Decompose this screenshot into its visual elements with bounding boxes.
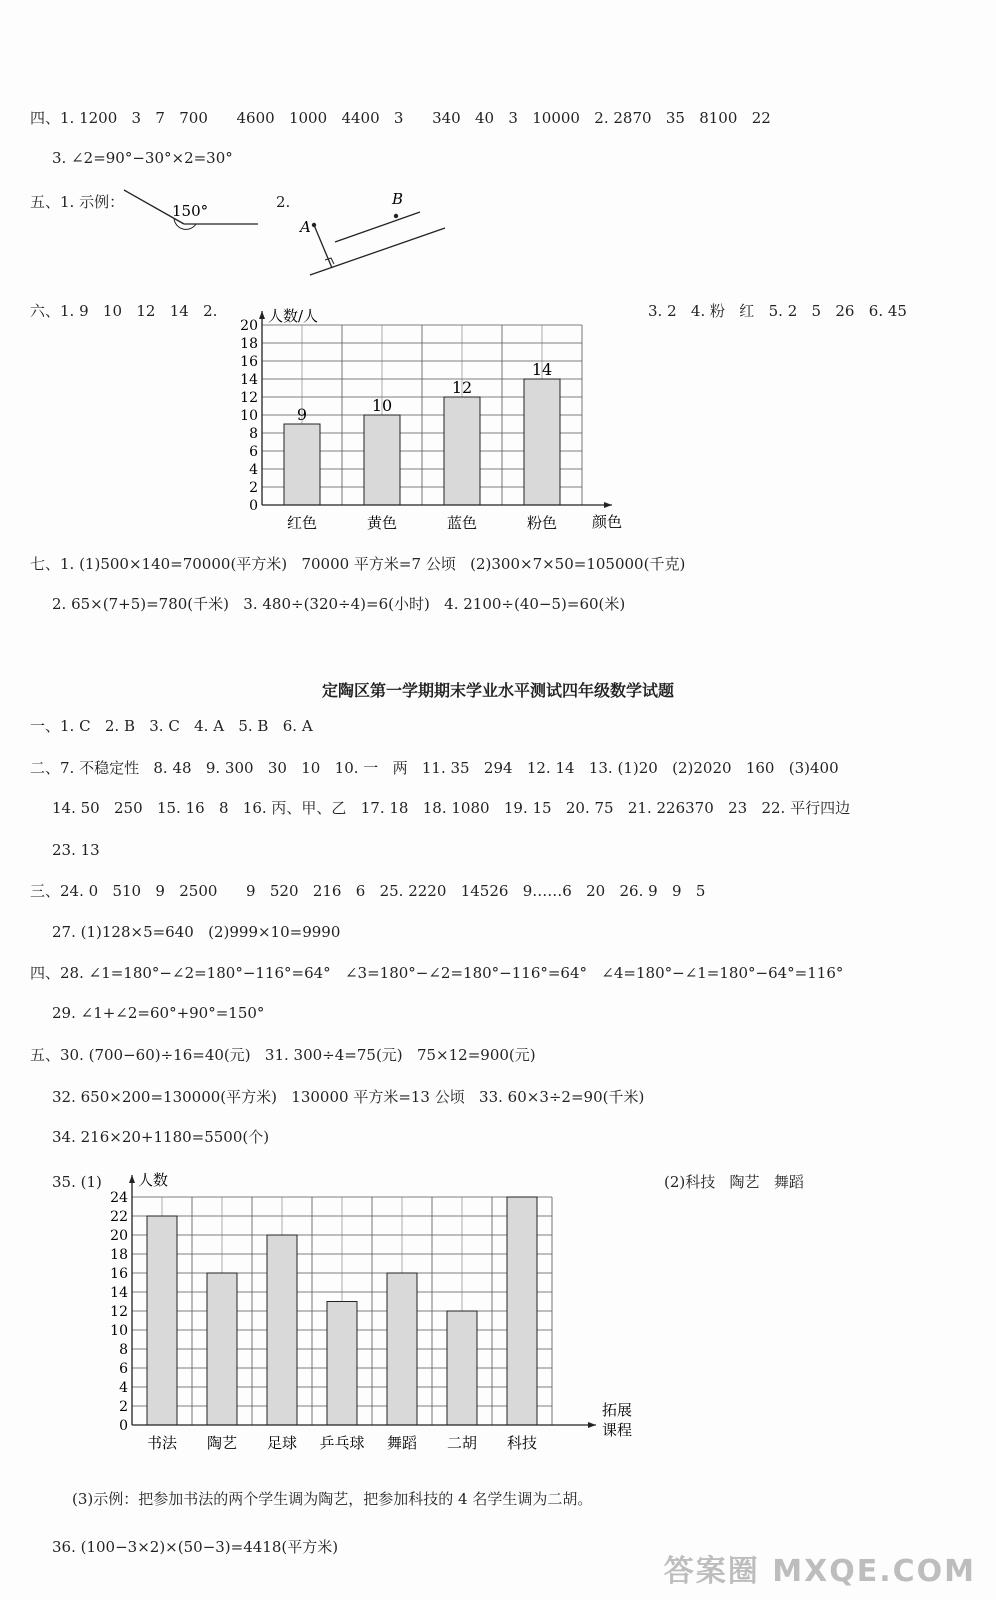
y-tick-label: 20 [110, 1228, 128, 1244]
x-axis-label-part1: 拓展 [602, 1401, 633, 1419]
y-tick-label: 24 [110, 1190, 128, 1206]
q-line-5: 三、24. 0 510 9 2500 9 520 216 6 25. 2220 14526 9……6 20 26. 9 9 5 [30, 882, 706, 900]
q-line-8: 29. ∠1+∠2=60°+90°=150° [52, 1004, 265, 1022]
s4-line2: 3. ∠2=90°−30°×2=30° [52, 149, 233, 167]
bar [207, 1273, 237, 1425]
point-b-label: B [392, 190, 404, 208]
category-label: 陶艺 [206, 1434, 238, 1452]
bar [387, 1273, 417, 1425]
q-line-7: 四、28. ∠1=180°−∠2=180°−116°=64° ∠3=180°−∠2=180°−116°=64° ∠4=180°−∠1=180°−64°=116° [30, 964, 844, 982]
s6-right: 3. 2 4. 粉 红 5. 2 5 26 6. 45 [648, 302, 907, 320]
q-line-4: 23. 13 [52, 841, 100, 859]
watermark: 答案圈 MXQE.COM [663, 1554, 976, 1589]
y-tick-label: 6 [119, 1361, 128, 1377]
y-tick-label: 4 [119, 1380, 128, 1396]
q-line-9: 五、30. (700−60)÷16=40(元) 31. 300÷4=75(元) 75×12=900(元) [30, 1046, 536, 1064]
category-label: 足球 [266, 1434, 298, 1452]
x-axis-label-part2: 课程 [602, 1421, 633, 1439]
y-tick-label: 0 [119, 1418, 128, 1434]
y-tick-label: 12 [240, 390, 258, 406]
y-tick-label: 20 [240, 318, 258, 334]
q-line-3: 14. 50 250 15. 16 8 16. 丙、甲、乙 17. 18 18. 1080 19. 15 20. 75 21. 226370 23 22. 平行四边 [52, 799, 851, 817]
bar [444, 397, 480, 505]
q-line-14: (3)示例：把参加书法的两个学生调为陶艺，把参加科技的 4 名学生调为二胡。 [72, 1490, 593, 1508]
y-tick-label: 4 [249, 462, 258, 478]
perpendicular-figure [290, 180, 450, 280]
bar [327, 1302, 357, 1426]
y-axis-arrow [259, 311, 265, 319]
angle-150-figure [118, 180, 268, 240]
angle-label: 150° [172, 202, 209, 220]
s5-label: 五、1. 示例： [30, 193, 125, 211]
y-tick-label: 2 [119, 1399, 128, 1415]
y-tick-label: 8 [249, 426, 258, 442]
q-line-6: 27. (1)128×5=640 (2)999×10=9990 [52, 923, 341, 941]
s7-line1: 七、1. (1)500×140=70000(平方米) 70000 平方米=7 公顷 (2)300×7×50=105000(千克) [30, 555, 686, 573]
y-tick-label: 12 [110, 1304, 128, 1320]
bar-value-label: 9 [296, 405, 308, 424]
category-label: 黄色 [366, 514, 398, 532]
bar [447, 1311, 477, 1425]
bar [267, 1235, 297, 1425]
s4-line1: 四、1. 1200 3 7 700 4600 1000 4400 3 340 40 3 10000 2. 2870 35 8100 22 [30, 109, 771, 127]
y-tick-label: 6 [249, 444, 258, 460]
chart-colors [230, 295, 640, 535]
s5-q2: 2. [276, 193, 291, 211]
bar [284, 424, 320, 505]
s7-line2: 2. 65×(7+5)=780(千米) 3. 480÷(320÷4)=6(小时) 4. 2100÷(40−5)=60(米) [52, 595, 626, 613]
q-line-13: (2)科技 陶艺 舞蹈 [664, 1173, 804, 1191]
category-label: 乒乓球 [319, 1434, 365, 1452]
x-axis-arrow [604, 502, 612, 508]
bar [364, 415, 400, 505]
y-axis-arrow [129, 1175, 135, 1183]
y-axis-label: 人数 [138, 1171, 169, 1189]
y-tick-label: 14 [110, 1285, 128, 1301]
y-tick-label: 10 [240, 408, 258, 424]
category-label: 蓝色 [446, 514, 478, 532]
q-line-11: 34. 216×20+1180=5500(个) [52, 1128, 270, 1146]
y-tick-label: 14 [240, 372, 258, 388]
bar-value-label: 14 [531, 360, 553, 379]
y-tick-label: 16 [240, 354, 258, 370]
x-axis-arrow [588, 1422, 596, 1428]
y-tick-label: 8 [119, 1342, 128, 1358]
q-line-12: 35. (1) [52, 1173, 102, 1191]
bar-value-label: 12 [451, 378, 473, 397]
y-tick-label: 18 [240, 336, 258, 352]
chart-courses [100, 1165, 660, 1455]
bar [147, 1216, 177, 1425]
bar [524, 379, 560, 505]
category-label: 粉色 [526, 514, 558, 532]
x-axis-label: 颜色 [591, 513, 622, 531]
category-label: 红色 [286, 514, 318, 532]
y-tick-label: 16 [110, 1266, 128, 1282]
y-tick-label: 2 [249, 480, 258, 496]
s6-left: 六、1. 9 10 12 14 2. [30, 302, 218, 320]
y-tick-label: 10 [110, 1323, 128, 1339]
category-label: 二胡 [446, 1434, 478, 1452]
bar [507, 1197, 537, 1425]
category-label: 舞蹈 [386, 1434, 418, 1452]
q-line-10: 32. 650×200=130000(平方米) 130000 平方米=13 公顷 33. 60×3÷2=90(千米) [52, 1088, 645, 1106]
category-label: 书法 [146, 1434, 178, 1452]
y-tick-label: 0 [249, 498, 258, 514]
y-tick-label: 18 [110, 1247, 128, 1263]
y-tick-label: 22 [110, 1209, 128, 1225]
point-a-label: A [300, 218, 311, 236]
bar-value-label: 10 [371, 396, 393, 415]
y-axis-label: 人数/人 [268, 307, 319, 325]
q-line-2: 二、7. 不稳定性 8. 48 9. 300 30 10 10. 一 两 11. 35 294 12. 14 13. (1)20 (2)2020 160 (3)400 [30, 759, 839, 777]
q-line-15: 36. (100−3×2)×(50−3)=4418(平方米) [52, 1538, 339, 1556]
exam-title: 定陶区第一学期期末学业水平测试四年级数学试题 [321, 681, 674, 700]
q-line-1: 一、1. C 2. B 3. C 4. A 5. B 6. A [30, 717, 313, 735]
category-label: 科技 [506, 1434, 538, 1452]
